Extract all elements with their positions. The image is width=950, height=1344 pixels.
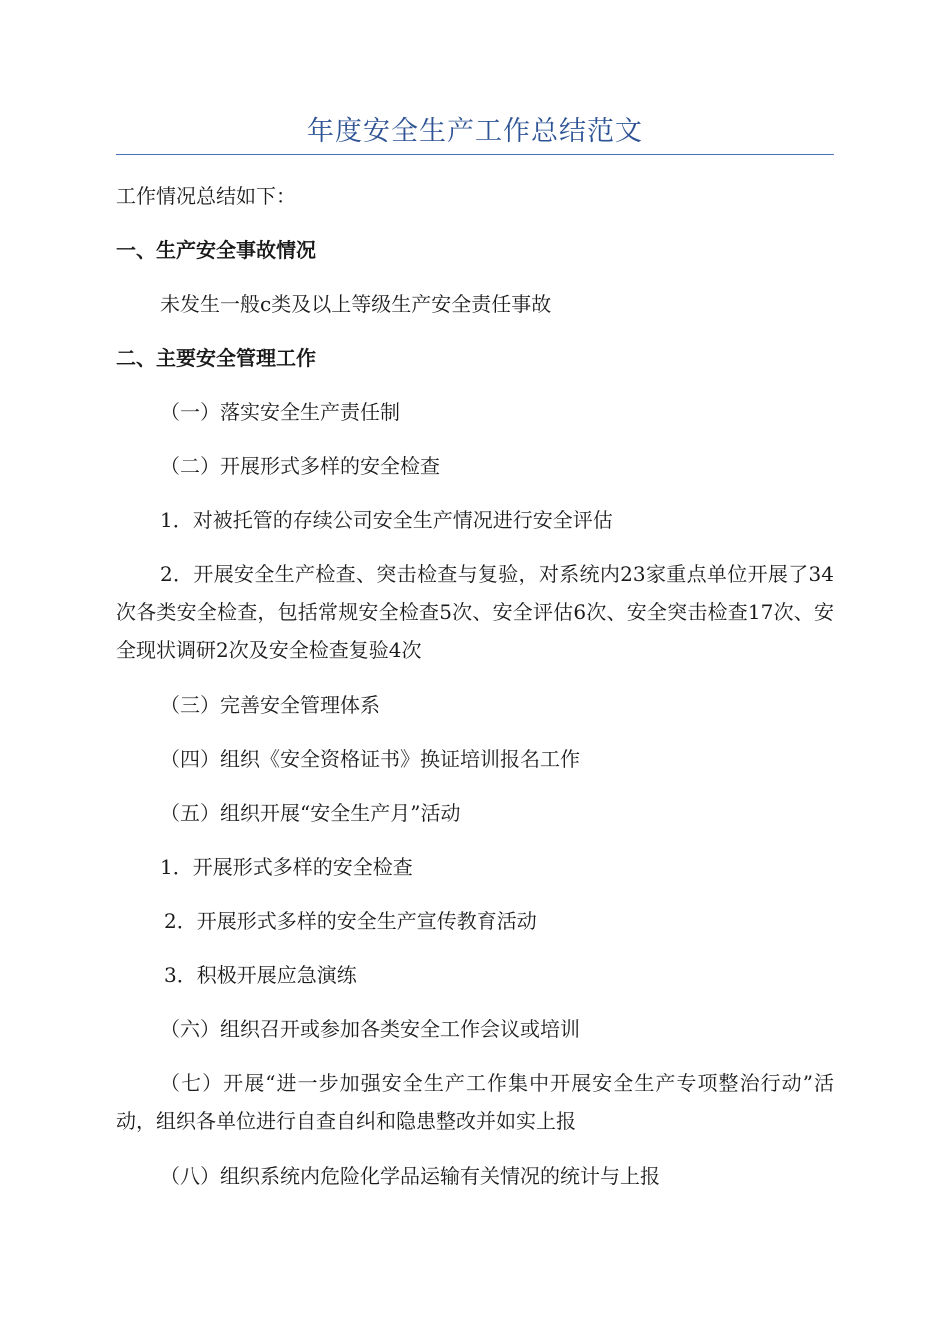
- intro-paragraph: 工作情况总结如下：: [116, 184, 296, 208]
- list-item-rectification: （七）开展“进一步加强安全生产工作集中开展安全生产专项整治行动”活动，组织各单位进行自查自纠和隐患整改并如实上报: [116, 1071, 834, 1133]
- list-item-hazmat: （八）组织系统内危险化学品运输有关情况的统计与上报: [160, 1164, 660, 1188]
- sub-item-inspection-stats: 2．开展安全生产检查、突击检查与复验，对系统内23家重点单位开展了34次各类安全检查，包括常规安全检查5次、安全评估6次、安全突击检查17次、安全现状调研2次及安全检查复验4次: [116, 562, 834, 662]
- section-heading-management: 二、主要安全管理工作: [116, 346, 316, 370]
- title-underline: [116, 154, 834, 155]
- sub-item-varied-inspections: 1．开展形式多样的安全检查: [160, 855, 413, 879]
- list-item-meetings: （六）组织召开或参加各类安全工作会议或培训: [160, 1017, 580, 1041]
- sub-item-drills: 3．积极开展应急演练: [164, 963, 357, 987]
- accidents-paragraph: 未发生一般c类及以上等级生产安全责任事故: [160, 292, 552, 316]
- list-item-certificate: （四）组织《安全资格证书》换证培训报名工作: [160, 747, 580, 771]
- document-title: 年度安全生产工作总结范文: [307, 116, 643, 147]
- section-heading-accidents: 一、生产安全事故情况: [116, 238, 316, 262]
- list-item-safety-month: （五）组织开展“安全生产月”活动: [160, 801, 461, 825]
- list-item-inspections: （二）开展形式多样的安全检查: [160, 454, 440, 478]
- sub-item-education: 2．开展形式多样的安全生产宣传教育活动: [164, 909, 537, 933]
- list-item-system: （三）完善安全管理体系: [160, 693, 380, 717]
- sub-item-assessment: 1．对被托管的存续公司安全生产情况进行安全评估: [160, 508, 613, 532]
- list-item-responsibility: （一）落实安全生产责任制: [160, 400, 400, 424]
